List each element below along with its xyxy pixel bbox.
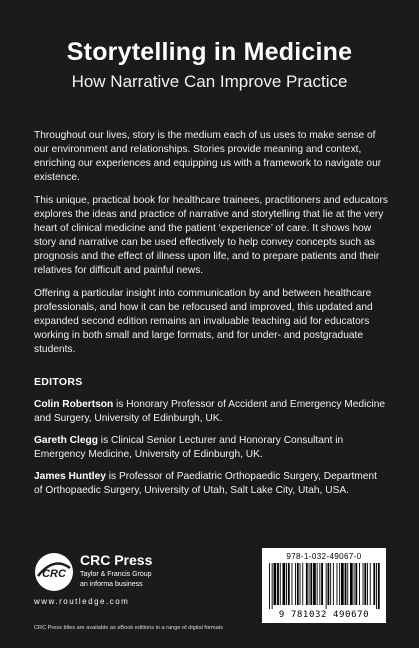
barcode-bar bbox=[286, 563, 287, 605]
barcode-bar bbox=[326, 563, 327, 609]
book-subtitle: How Narrative Can Improve Practice bbox=[71, 72, 348, 91]
barcode-bar bbox=[274, 563, 277, 605]
editor-name: James Huntley bbox=[34, 471, 106, 482]
barcode-bar bbox=[378, 563, 380, 609]
isbn-barcode bbox=[262, 548, 386, 623]
publisher-website: www.routledge.com bbox=[34, 597, 130, 606]
barcode-bar bbox=[373, 563, 375, 605]
barcode-bar bbox=[280, 563, 281, 605]
barcode-bar bbox=[341, 563, 344, 605]
logo-text: CRC bbox=[42, 568, 66, 580]
barcode-bar bbox=[288, 563, 290, 605]
barcode-bar bbox=[313, 563, 316, 605]
editor-entry bbox=[34, 398, 388, 426]
barcode-bar bbox=[306, 563, 308, 605]
blurb-paragraph-3: Offering a particular insight into communication by and between healthcare professionals, and how it can be refocused and improved, this updated and expanded second edition remains an invaluable teaching aid for educators working in both small and large formats, and for under- and postgraduate students. bbox=[34, 288, 373, 355]
barcode-bar bbox=[283, 563, 286, 605]
barcode-bar bbox=[333, 563, 334, 605]
ean-digits: 9 781032 490670 bbox=[278, 610, 370, 620]
editor-bio: is Honorary Professor of Accident and Emergency Medicine and Surgery, University of Edinburgh, UK. bbox=[34, 399, 386, 424]
barcode-bar bbox=[269, 563, 270, 609]
barcode-icon bbox=[267, 563, 381, 609]
publisher-tagline: an informa business bbox=[80, 581, 143, 588]
barcode-bar bbox=[337, 563, 338, 605]
crc-press-logo-icon bbox=[34, 552, 74, 592]
barcode-bar bbox=[367, 563, 368, 605]
barcode-bar bbox=[277, 563, 279, 605]
barcode-bar bbox=[345, 563, 347, 605]
barcode-bar bbox=[355, 563, 357, 605]
barcode-bar bbox=[300, 563, 301, 605]
editor-bio: is Clinical Senior Lecturer and Honorary Consultant in Emergency Medicine, University of Edinburgh, UK. bbox=[34, 435, 344, 460]
ebook-note: CRC Press titles are available as eBook editions in a range of digital formats bbox=[34, 625, 224, 631]
barcode-bar bbox=[319, 563, 320, 605]
editor-name: Colin Robertson bbox=[34, 399, 114, 410]
barcode-bar bbox=[309, 563, 310, 605]
publisher-name: CRC Press bbox=[80, 552, 153, 568]
barcode-bar bbox=[376, 563, 377, 609]
blurb-paragraph-1: Throughout our lives, story is the medium each of us uses to make sense of our environment and relationships. Stories provide meaning and context, enriching our experiences and equipping us with a framework to navigate our existence. bbox=[34, 130, 382, 183]
barcode-bar bbox=[328, 563, 330, 605]
editors-heading: EDITORS bbox=[34, 376, 83, 388]
barcode-bar bbox=[272, 563, 273, 609]
barcode-bar bbox=[330, 563, 331, 605]
editor-bio: is Professor of Paediatric Orthopaedic Surgery, Department of Orthopaedic Surgery, University of Utah, Salt Lake City, Utah, USA. bbox=[34, 471, 377, 496]
barcode-bar bbox=[364, 563, 366, 605]
barcode-bar bbox=[339, 563, 340, 605]
publisher-group: Taylor & Francis Group bbox=[80, 571, 152, 578]
book-title: Storytelling in Medicine bbox=[66, 38, 353, 66]
editor-name: Gareth Clegg bbox=[34, 435, 98, 446]
isbn-number: 978-1-032-49067-0 bbox=[286, 552, 362, 561]
barcode-bar bbox=[292, 563, 293, 605]
barcode-bar bbox=[350, 563, 353, 605]
blurb-paragraph-2: This unique, practical book for healthcare trainees, practitioners and educators explores the ideas and practice of narrative and storytelling that lie at the very heart of clinical medicine and the patient ‘experience’ of care. It shows how story and narrative can be used effectively to help convey concepts such as prognosis and the effect of illness upon life, and to prepare patients and their relatives for difficult and painful news. bbox=[34, 195, 388, 276]
barcode-bar bbox=[370, 563, 371, 605]
editors-list bbox=[34, 398, 388, 506]
barcode-bar bbox=[354, 563, 355, 605]
barcode-bar bbox=[302, 563, 303, 605]
barcode-bar bbox=[347, 563, 348, 605]
barcode-bar bbox=[295, 563, 296, 605]
editor-entry bbox=[34, 434, 388, 462]
blurb bbox=[34, 129, 388, 366]
barcode-bar bbox=[359, 563, 360, 605]
barcode-bar bbox=[321, 563, 323, 605]
editor-entry bbox=[34, 470, 388, 498]
barcode-bar bbox=[297, 563, 299, 605]
barcode-bar bbox=[317, 563, 318, 605]
barcode-bar bbox=[310, 563, 312, 605]
barcode-bar bbox=[363, 563, 364, 605]
